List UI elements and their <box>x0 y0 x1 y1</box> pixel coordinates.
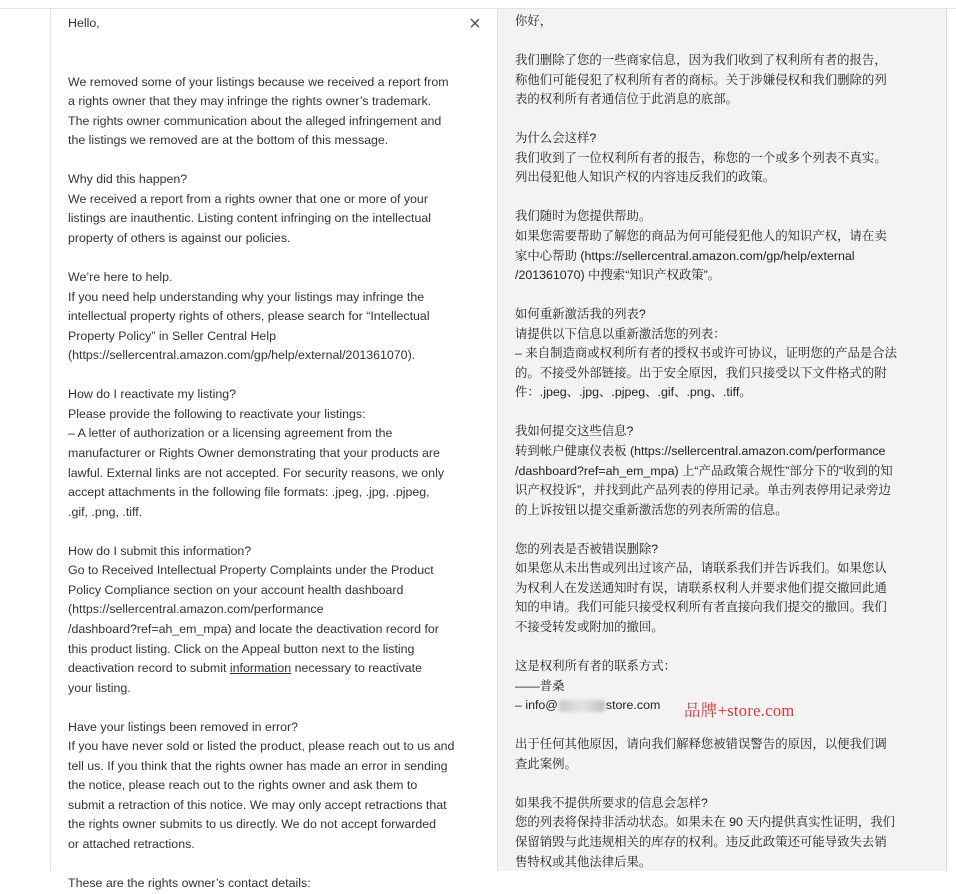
intro-line-zh: 我们删除了您的一些商家信息，因为我们收到了权利所有者的报告， <box>515 53 887 68</box>
reactivate-line: lawful. External links are not accepted. For security reasons, we only <box>68 465 445 480</box>
close-icon[interactable]: × <box>469 13 481 35</box>
section-heading-error-zh: 您的列表是否被错误删除? <box>515 541 659 556</box>
section-heading-why-zh: 为什么会这样? <box>515 131 597 146</box>
contact-name: ——普桑 <box>515 678 565 693</box>
chinese-translation-body <box>515 12 915 872</box>
other-reason-line: 查此案例。 <box>515 756 577 771</box>
intro-line-zh: 称他们可能侵犯了权利所有者的商标。关于涉嫌侵权和我们删除的列 <box>515 72 887 87</box>
submit-line: Go to Received Intellectual Property Complaints under the Product <box>68 563 434 578</box>
submit-line: Policy Compliance section on your account health dashboard <box>68 582 404 597</box>
left-gutter <box>0 9 50 871</box>
intro-line-zh: 表的权利所有者通信位于此消息的底部。 <box>515 92 739 107</box>
english-message-body <box>68 14 468 894</box>
help-line: If you need help understanding why your listings may infringe the <box>68 289 425 304</box>
reactivate-line: .gif, .png, .tiff. <box>68 504 143 519</box>
section-heading-contact-zh: 这是权利所有者的联系方式： <box>515 659 677 674</box>
section-heading-help: We’re here to help. <box>68 270 173 285</box>
help-line-zh: 如果您需要帮助了解您的商品为何可能侵犯他人的知识产权，请在卖 <box>515 229 887 244</box>
missing-line-zh: 您的列表将保持非活动状态。如果未在 90 天内提供真实性证明，我们 <box>515 815 895 830</box>
redacted-email-part <box>559 700 605 712</box>
submit-line-zh: 转到帐户健康仪表板 (https://sellercentral.amazon.com/performance <box>515 444 886 459</box>
section-heading-why: Why did this happen? <box>68 172 188 187</box>
section-heading-error: Have your listings been removed in error? <box>68 719 299 734</box>
error-line: the rights owner submits to us directly. We do not accept forwarded <box>68 817 436 832</box>
section-heading-reactivate-zh: 如何重新激活我的列表? <box>515 307 646 322</box>
help-line: intellectual property rights of others, please search for “Intellectual <box>68 309 430 324</box>
section-heading-reactivate: How do I reactivate my listing? <box>68 387 237 402</box>
error-line: or attached retractions. <box>68 836 195 851</box>
brand-watermark: 品牌+store.com <box>684 701 795 720</box>
submit-line: this product listing. Click on the Appeal button next to the listing <box>68 641 415 656</box>
submit-line: your listing. <box>68 680 131 695</box>
section-heading-contact: These are the rights owner’s contact details: <box>68 876 311 891</box>
why-line: listings are inauthentic. Listing content infringing on the intellectual <box>68 211 431 226</box>
scrollbar-track[interactable] <box>946 9 956 871</box>
missing-line-zh: 保留销毁与此违规相关的库存的权利。违反此政策还可能导致失去销 <box>515 834 887 849</box>
reactivate-line-zh: 请提供以下信息以重新激活您的列表： <box>515 326 726 341</box>
reactivate-line-zh: 件：.jpeg、.jpg、.pjpeg、.gif、.png、.tiff。 <box>515 385 752 400</box>
help-line-zh: 家中心帮助 (https://sellercentral.amazon.com/gp/help/external <box>515 248 855 263</box>
submit-line: /dashboard?ref=ah_em_mpa) and locate the deactivation record for <box>68 621 439 636</box>
reactivate-line: Please provide the following to reactivate your listings: <box>68 406 366 421</box>
missing-line-zh: 售特权或其他法律后果。 <box>515 854 652 869</box>
submit-line-zh: /dashboard?ref=ah_em_mpa) 上“产品政策合规性”部分下的“收到的知 <box>515 463 893 478</box>
section-heading-submit-zh: 我如何提交这些信息? <box>515 424 634 439</box>
submit-text: necessary to reactivate <box>291 661 423 676</box>
intro-line: the listings we removed are at the bottom of this message. <box>68 133 389 148</box>
submit-line: (https://sellercentral.amazon.com/performance <box>68 602 324 617</box>
information-link[interactable]: information <box>229 661 292 676</box>
help-line: (https://sellercentral.amazon.com/gp/help/external/201361070). <box>68 348 416 363</box>
section-heading-missing-zh: 如果我不提供所要求的信息会怎样? <box>515 795 708 810</box>
help-line-zh: /201361070) 中搜索“知识产权政策”。 <box>515 268 721 283</box>
why-line-zh: 我们收到了一位权利所有者的报告，称您的一个或多个列表不真实。 <box>515 150 887 165</box>
other-reason-line: 出于任何其他原因，请向我们解释您被错误警告的原因，以便我们调 <box>515 737 887 752</box>
submit-line <box>68 659 468 679</box>
why-line: We received a report from a rights owner that one or more of your <box>68 191 428 206</box>
reactivate-line: – A letter of authorization or a licensing agreement from the <box>68 426 393 441</box>
submit-text: deactivation record to submit <box>68 661 230 676</box>
section-heading-submit: How do I submit this information? <box>68 543 252 558</box>
error-line-zh: 知的申请。我们可能只接受权利所有者直接向我们提交的撤回。我们 <box>515 600 887 615</box>
error-line-zh: 为权利人在发送通知时有误，请联系权利人并要求他们提交撤回此通 <box>515 580 887 595</box>
error-line: tell us. If you think that the rights owner has made an error in sending <box>68 758 448 773</box>
email-suffix: store.com <box>605 698 661 713</box>
greeting-zh: 你好， <box>515 14 553 28</box>
error-line: If you have never sold or listed the product, please reach out to us and <box>68 739 455 754</box>
section-heading-help-zh: 我们随时为您提供帮助。 <box>515 209 652 224</box>
error-line-zh: 不接受转发或附加的撤回。 <box>515 619 664 634</box>
why-line: property of others is against our policies. <box>68 231 291 246</box>
reactivate-line: manufacturer or Rights Owner demonstrating that your products are <box>68 446 440 461</box>
intro-line: We removed some of your listings because we received a report from <box>68 74 449 89</box>
greeting: Hello, <box>68 16 100 30</box>
reactivate-line-zh: 的。不接受外部链接。出于安全原因，我们只接受以下文件格式的附 <box>515 365 887 380</box>
error-line-zh: 如果您从未出售或列出过该产品，请联系我们并告诉我们。如果您认 <box>515 561 887 576</box>
why-line-zh: 列出侵犯他人知识产权的内容违反我们的政策。 <box>515 170 776 185</box>
error-line: submit a retraction of this notice. We may only accept retractions that <box>68 797 447 812</box>
help-line: Property Policy” in Seller Central Help <box>68 328 276 343</box>
email-prefix: – info@ <box>515 698 558 713</box>
intro-line: a rights owner that they may infringe the rights owner’s trademark. <box>68 94 432 109</box>
submit-line-zh: 识产权投诉”，并找到此产品列表的停用记录。单击列表停用记录旁边 <box>515 483 891 498</box>
reactivate-line-zh: – 来自制造商或权利所有者的授权书或许可协议，证明您的产品是合法 <box>515 346 898 361</box>
submit-line-zh: 的上诉按钮以提交重新激活您的列表所需的信息。 <box>515 502 788 517</box>
intro-line: The rights owner communication about the alleged infringement and <box>68 113 442 128</box>
reactivate-line: accept attachments in the following file formats: .jpeg, .jpg, .pjpeg, <box>68 485 430 500</box>
error-line: the notice, please reach out to the rights owner and ask them to <box>68 778 418 793</box>
